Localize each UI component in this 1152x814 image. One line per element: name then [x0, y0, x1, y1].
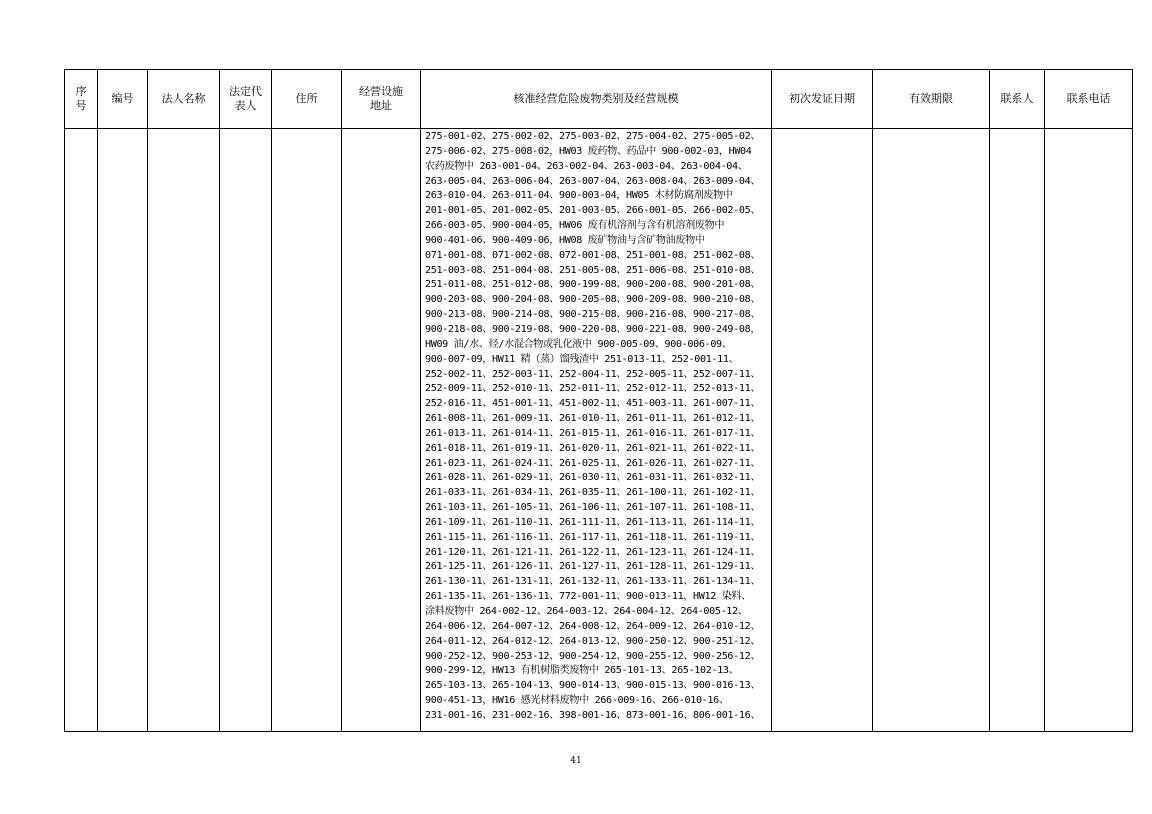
header-legal-rep — [220, 70, 272, 129]
scope-line: 261-135-11、261-136-11、772-001-11、900-013-11，HW12 染料、 — [425, 591, 751, 603]
header-facility-address — [342, 70, 421, 129]
scope-line: 261-028-11、261-029-11、261-030-11、261-031-11、261-032-11、 — [425, 472, 761, 484]
scope-line: 275-006-02、275-008-02，HW03 废药物、药品中 900-002-03，HW04 — [425, 145, 752, 157]
scope-line: 265-103-13、265-104-13、900-014-13、900-015-13、900-016-13、 — [425, 680, 761, 692]
scope-line: 900-451-13，HW16 感光材料废物中 266-009-16、266-010-16、 — [425, 695, 729, 707]
scope-line: 275-001-02、275-002-02、275-003-02、275-004-02、275-005-02、 — [425, 131, 761, 142]
scope-line: 261-023-11、261-024-11、261-025-11、261-026-11、261-027-11、 — [425, 457, 761, 469]
table-row — [65, 129, 1133, 732]
cell-legal-rep — [220, 129, 272, 732]
scope-line: 900-218-08、900-219-08、900-220-08、900-221-08、900-249-08， — [425, 323, 761, 335]
scope-line: 900-299-12，HW13 有机树脂类废物中 265-101-13、265-102-13、 — [425, 665, 739, 677]
cell-address — [272, 129, 342, 732]
scope-line: 900-213-08、900-214-08、900-215-08、900-216-08、900-217-08、 — [425, 309, 761, 321]
scope-line: 900-401-06、900-409-06，HW08 废矿物油与含矿物油废物中 — [425, 234, 705, 246]
cell-contact — [990, 129, 1045, 732]
header-phone: 联系电话 — [1045, 70, 1133, 129]
scope-line: 261-008-11、261-009-11、261-010-11、261-011-11、261-012-11、 — [425, 413, 761, 425]
header-legal-rep-line-2: 表人 — [234, 99, 257, 112]
header-legal-name: 法人名称 — [148, 70, 220, 129]
scope-line: 251-003-08、251-004-08、251-005-08、251-006-08、251-010-08、 — [425, 264, 761, 276]
cell-validity — [873, 129, 990, 732]
permit-table — [64, 69, 1133, 732]
cell-phone — [1045, 129, 1133, 732]
header-contact: 联系人 — [990, 70, 1045, 129]
scope-line: 266-003-05、900-004-05，HW06 废有机溶剂与含有机溶剂废物中 — [425, 220, 725, 232]
scope-line: 261-103-11、261-105-11、261-106-11、261-107-11、261-108-11、 — [425, 502, 761, 514]
cell-first-issue-date — [772, 129, 873, 732]
scope-line: 071-001-08、071-002-08、072-001-08、251-001-08、251-002-08、 — [425, 249, 761, 261]
page-number: 41 — [570, 756, 582, 766]
header-seq-line-1: 序 — [75, 85, 87, 98]
scope-line: 264-006-12、264-007-12、264-008-12、264-009-12、264-010-12、 — [425, 620, 761, 632]
cell-facility-address — [342, 129, 421, 732]
scope-line: 231-001-16、231-002-16、398-001-16、873-001-16、806-001-16、 — [425, 709, 761, 721]
scope-line: 261-013-11、261-014-11、261-015-11、261-016-11、261-017-11、 — [425, 427, 761, 439]
header-row — [65, 70, 1133, 129]
header-seq-line-2: 号 — [75, 99, 87, 112]
scope-line: 261-033-11、261-034-11、261-035-11、261-100-11、261-102-11、 — [425, 487, 761, 499]
header-seq — [65, 70, 98, 129]
header-validity: 有效期限 — [873, 70, 990, 129]
header-first-issue-date: 初次发证日期 — [772, 70, 873, 129]
scope-line: 261-120-11、261-121-11、261-122-11、261-123-11、261-124-11、 — [425, 546, 761, 558]
cell-number — [98, 129, 148, 732]
header-address: 住所 — [272, 70, 342, 129]
scope-line: 201-001-05、201-002-05、201-003-05、266-001-05、266-002-05、 — [425, 205, 761, 217]
scope-line: HW09 油/水、烃/水混合物或乳化液中 900-005-09、900-006-09、 — [425, 338, 732, 350]
header-facility-address-line-2: 地址 — [370, 99, 392, 112]
scope-line: 252-002-11、252-003-11、252-004-11、252-005-11、252-007-11、 — [425, 368, 761, 380]
cell-seq — [65, 129, 98, 732]
cell-legal-name — [148, 129, 220, 732]
scope-line: 264-011-12、264-012-12、264-013-12、900-250-12、900-251-12、 — [425, 635, 761, 647]
scope-text — [425, 130, 768, 724]
scope-line: 251-011-08、251-012-08、900-199-08、900-200-08、900-201-08、 — [425, 279, 761, 291]
scope-line: 263-005-04、263-006-04、263-007-04、263-008-04、263-009-04、 — [425, 175, 761, 187]
scope-line: 261-115-11、261-116-11、261-117-11、261-118-11、261-119-11、 — [425, 531, 761, 543]
scope-line: 261-109-11、261-110-11、261-111-11、261-113-11、261-114-11、 — [425, 516, 761, 528]
header-scope: 核准经营危险废物类别及经营规模 — [421, 70, 772, 129]
scope-line: 252-016-11、451-001-11、451-002-11、451-003-11、261-007-11、 — [425, 398, 761, 410]
cell-scope — [421, 129, 772, 732]
scope-line: 900-252-12、900-253-12、900-254-12、900-255-12、900-256-12、 — [425, 650, 761, 662]
scope-line: 900-007-09，HW11 精（蒸）馏残渣中 251-013-11、252-001-11、 — [425, 353, 739, 365]
scope-line: 261-018-11、261-019-11、261-020-11、261-021-11、261-022-11、 — [425, 442, 761, 454]
scope-line: 农药废物中 263-001-04、263-002-04、263-003-04、263-004-04、 — [425, 160, 748, 172]
header-facility-address-line-1: 经营设施 — [359, 85, 403, 98]
scope-line: 261-130-11、261-131-11、261-132-11、261-133-11、261-134-11、 — [425, 576, 761, 588]
scope-line: 261-125-11、261-126-11、261-127-11、261-128-11、261-129-11、 — [425, 561, 761, 573]
scope-line: 900-203-08、900-204-08、900-205-08、900-209-08、900-210-08、 — [425, 294, 761, 306]
header-legal-rep-line-1: 法定代 — [229, 85, 262, 98]
scope-line: 涂料废物中 264-002-12、264-003-12、264-004-12、264-005-12、 — [425, 606, 748, 617]
scope-line: 263-010-04、263-011-04、900-003-04，HW05 木材防腐剂废物中 — [425, 190, 733, 202]
header-number: 编号 — [98, 70, 148, 129]
scope-line: 252-009-11、252-010-11、252-011-11、252-012-11、252-013-11、 — [425, 383, 761, 395]
